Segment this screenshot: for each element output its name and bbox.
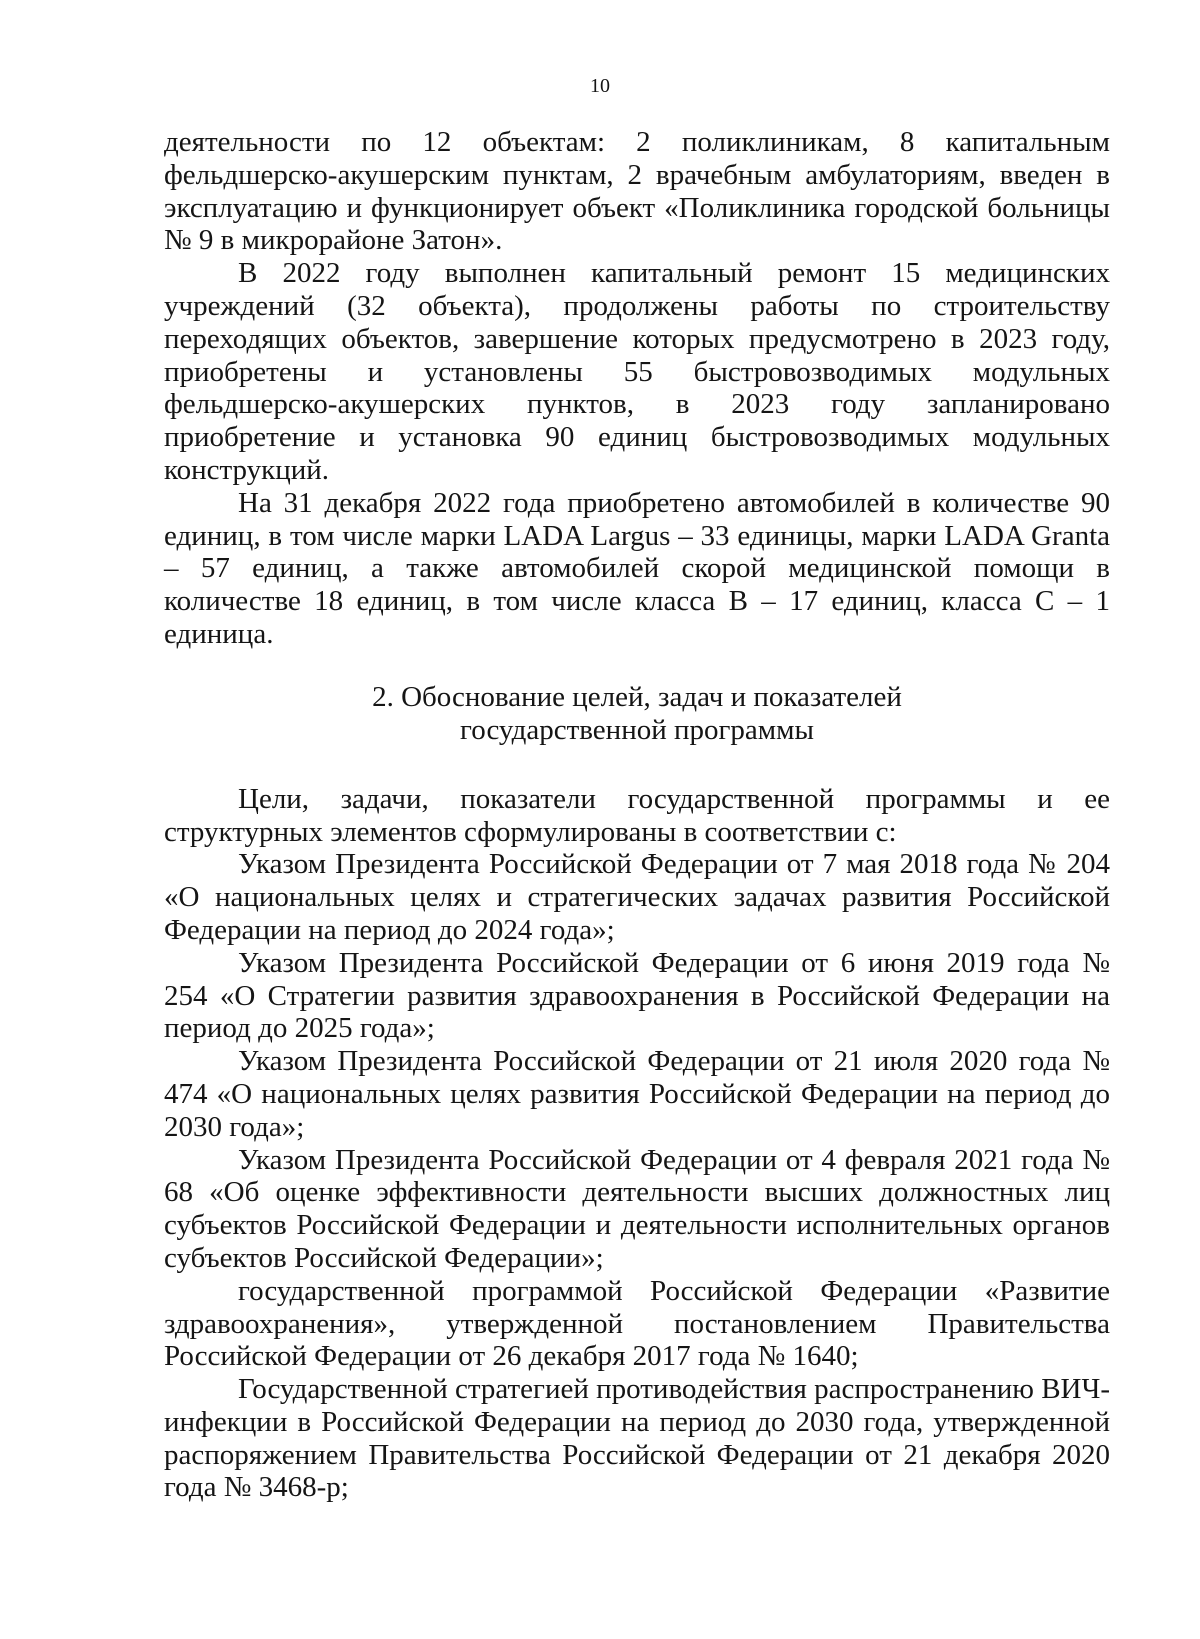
paragraph-decree-474: Указом Президента Российской Федерации от 21 июля 2020 года № 474 «О национальных целях развития Российской Федерации на период до 2030 года»;	[164, 1045, 1110, 1143]
section-heading	[164, 681, 1110, 747]
paragraph-state-program: государственной программой Российской Федерации «Развитие здравоохранения», утвержденной постановлением Правительства Российской Федерации от 26 декабря 2017 года № 1640;	[164, 1274, 1110, 1373]
paragraph-continuation: деятельности по 12 объектам: 2 поликлиникам, 8 капитальным фельдшерско-акушерским пунктам, 2 врачебным амбулаториям, введен в эксплуатацию и функционирует объект «Поликлиника городской больницы № 9 в микрорайоне Затон».	[164, 126, 1110, 257]
paragraph-decree-254: Указом Президента Российской Федерации от 6 июня 2019 года № 254 «О Стратегии развития здравоохранения в Российской Федерации на период до 2025 года»;	[164, 946, 1110, 1045]
paragraph-repair-2022: В 2022 году выполнен капитальный ремонт 15 медицинских учреждений (32 объекта), продолжены работы по строительству переходящих объектов, завершение которых предусмотрено в 2023 году, приобретены и установлены 55 быстровозводимых модульных фельдшерско-акушерских пунктов, в 2023 году запланировано приобретение и установка 90 единиц быстровозводимых модульных конструкций.	[164, 257, 1110, 486]
paragraph-vehicles: На 31 декабря 2022 года приобретено автомобилей в количестве 90 единиц, в том числе марки LADA Largus – 33 единицы, марки LADA Granta – 57 единиц, а также автомобилей скорой медицинской помощи в количестве 18 единиц, в том числе класса В – 17 единиц, класса С – 1 единица.	[164, 486, 1110, 650]
section-heading-line-1: 2. Обоснование целей, задач и показателей	[372, 680, 902, 713]
section-heading-line-2: государственной программы	[460, 713, 814, 746]
paragraph-hiv-strategy: Государственной стратегией противодействия распространению ВИЧ-инфекции в Российской Федерации на период до 2030 года, утвержденной распоряжением Правительства Российской Федерации от 21 декабря 2020 года № 3468-р;	[164, 1373, 1110, 1504]
paragraph-goals-intro: Цели, задачи, показатели государственной программы и ее структурных элементов сформулированы в соответствии с:	[164, 782, 1110, 848]
paragraph-decree-68: Указом Президента Российской Федерации от 4 февраля 2021 года № 68 «Об оценке эффективности деятельности высших должностных лиц субъектов Российской Федерации и деятельности исполнительных органов субъектов Российской Федерации»;	[164, 1143, 1110, 1274]
paragraph-decree-204: Указом Президента Российской Федерации от 7 мая 2018 года № 204 «О национальных целях и стратегических задачах развития Российской Федерации на период до 2024 года»;	[164, 848, 1110, 946]
document-body	[164, 126, 1110, 1504]
page-number: 10	[590, 75, 610, 97]
